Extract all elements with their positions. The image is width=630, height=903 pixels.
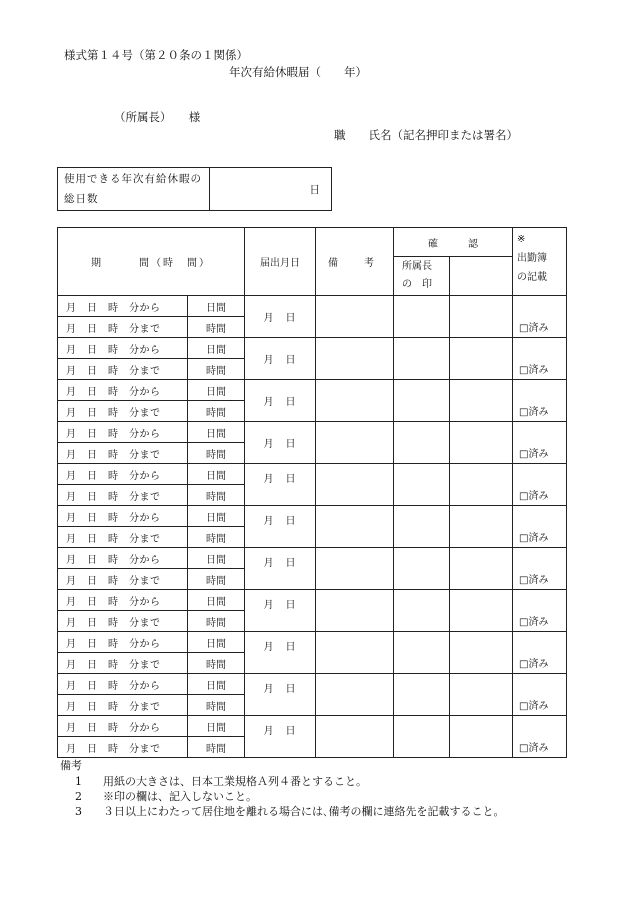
note-item [75, 803, 505, 819]
chief-seal-header-line1: 所属長 [402, 261, 432, 272]
confirm-cell[interactable] [450, 338, 513, 380]
confirm-cell[interactable] [450, 674, 513, 716]
days-count-cell[interactable]: 日間 [188, 590, 245, 611]
remarks-cell[interactable] [316, 506, 394, 548]
attendance-check-cell[interactable]: □済み [513, 548, 567, 590]
hours-count-cell[interactable]: 時間 [188, 527, 245, 548]
chief-seal-header-line2: の印 [402, 279, 442, 290]
leave-request-table-body [58, 228, 567, 758]
hours-count-cell[interactable]: 時間 [188, 695, 245, 716]
addressee-line: （所属長） 様 [114, 110, 201, 124]
period-from[interactable]: 月 日 時 分から [58, 422, 188, 443]
period-header: 期 間（時 間） [58, 228, 245, 296]
chief-seal-cell[interactable] [394, 338, 450, 380]
confirm-header: 確認 [394, 228, 513, 257]
submitted-date-cell[interactable]: 月 日 [245, 338, 316, 380]
attendance-check-cell[interactable]: □済み [513, 632, 567, 674]
hours-count-cell[interactable]: 時間 [188, 611, 245, 632]
period-from[interactable]: 月 日 時 分から [58, 338, 188, 359]
document-title: 年次有給休暇届（ 年） [229, 65, 367, 79]
hours-count-cell[interactable]: 時間 [188, 653, 245, 674]
hours-count-cell[interactable]: 時間 [188, 401, 245, 422]
period-to[interactable]: 月 日 時 分まで [58, 569, 188, 590]
note-text: 用紙の大きさは、日本工業規格Ａ列４番とすること。 [103, 775, 367, 788]
remarks-header-b: 考 [364, 258, 374, 269]
remarks-cell[interactable] [316, 716, 394, 758]
chief-seal-cell[interactable] [394, 716, 450, 758]
confirm-blank-header [450, 257, 513, 296]
period-to[interactable]: 月 日 時 分まで [58, 695, 188, 716]
attendance-check-cell[interactable]: □済み [513, 506, 567, 548]
days-count-cell[interactable]: 日間 [188, 632, 245, 653]
submitted-date-cell[interactable]: 月 日 [245, 422, 316, 464]
leave-request-table [57, 227, 567, 758]
attendance-header-line2: 出勤簿 [517, 253, 547, 264]
period-to[interactable]: 月 日 時 分まで [58, 443, 188, 464]
days-count-cell[interactable]: 日間 [188, 674, 245, 695]
chief-seal-cell[interactable] [394, 296, 450, 338]
days-count-cell[interactable]: 日間 [188, 548, 245, 569]
hours-count-cell[interactable]: 時間 [188, 317, 245, 338]
period-to[interactable]: 月 日 時 分まで [58, 317, 188, 338]
available-days-unit: 日 [309, 183, 320, 196]
remarks-cell[interactable] [316, 338, 394, 380]
chief-seal-header [394, 257, 450, 296]
days-count-cell[interactable]: 日間 [188, 380, 245, 401]
period-from[interactable]: 月 日 時 分から [58, 716, 188, 737]
submitted-date-cell[interactable]: 月 日 [245, 716, 316, 758]
chief-seal-cell[interactable] [394, 548, 450, 590]
note-number: 3 [75, 805, 82, 818]
submitted-date-cell[interactable]: 月 日 [245, 506, 316, 548]
submitted-date-cell[interactable]: 月 日 [245, 464, 316, 506]
hours-count-cell[interactable]: 時間 [188, 737, 245, 758]
remarks-header [316, 228, 394, 296]
confirm-cell[interactable] [450, 380, 513, 422]
attendance-check-cell[interactable]: □済み [513, 296, 567, 338]
available-days-box [57, 167, 332, 211]
chief-seal-cell[interactable] [394, 632, 450, 674]
remarks-cell[interactable] [316, 464, 394, 506]
available-days-field[interactable] [210, 168, 332, 211]
remarks-cell[interactable] [316, 380, 394, 422]
note-item [75, 788, 257, 804]
attendance-header [513, 228, 567, 296]
attendance-header-mark: ※ [517, 234, 526, 245]
period-to[interactable]: 月 日 時 分まで [58, 359, 188, 380]
period-from[interactable]: 月 日 時 分から [58, 464, 188, 485]
remarks-cell[interactable] [316, 422, 394, 464]
confirm-cell[interactable] [450, 296, 513, 338]
period-from[interactable]: 月 日 時 分から [58, 296, 188, 317]
remarks-cell[interactable] [316, 674, 394, 716]
chief-seal-cell[interactable] [394, 590, 450, 632]
days-count-cell[interactable]: 日間 [188, 422, 245, 443]
chief-seal-cell[interactable] [394, 506, 450, 548]
note-text: ３日以上にわたって居住地を離れる場合には､備考の欄に連絡先を記載すること。 [103, 805, 505, 818]
period-from[interactable]: 月 日 時 分から [58, 380, 188, 401]
days-count-cell[interactable]: 日間 [188, 716, 245, 737]
chief-seal-cell[interactable] [394, 422, 450, 464]
days-count-cell[interactable]: 日間 [188, 506, 245, 527]
attendance-check-cell[interactable]: □済み [513, 716, 567, 758]
period-to[interactable]: 月 日 時 分まで [58, 737, 188, 758]
submitted-date-cell[interactable]: 月 日 [245, 674, 316, 716]
hours-count-cell[interactable]: 時間 [188, 359, 245, 380]
confirm-cell[interactable] [450, 506, 513, 548]
form-number: 様式第１４号（第２０条の１関係） [64, 48, 248, 62]
confirm-cell[interactable] [450, 422, 513, 464]
days-count-cell[interactable]: 日間 [188, 296, 245, 317]
remarks-cell[interactable] [316, 632, 394, 674]
attendance-check-cell[interactable]: □済み [513, 338, 567, 380]
days-count-cell[interactable]: 日間 [188, 464, 245, 485]
period-to[interactable]: 月 日 時 分まで [58, 401, 188, 422]
submitted-date-header: 届出月日 [245, 228, 316, 296]
remarks-cell[interactable] [316, 296, 394, 338]
confirm-cell[interactable] [450, 464, 513, 506]
remarks-header-a: 備 [328, 258, 338, 269]
period-from[interactable]: 月 日 時 分から [58, 548, 188, 569]
note-number: 2 [75, 790, 82, 803]
note-item [75, 773, 367, 789]
notes-heading: 備考 [60, 759, 82, 772]
period-to[interactable]: 月 日 時 分まで [58, 527, 188, 548]
period-to[interactable]: 月 日 時 分まで [58, 611, 188, 632]
hours-count-cell[interactable]: 時間 [188, 485, 245, 506]
period-from[interactable]: 月 日 時 分から [58, 590, 188, 611]
confirm-cell[interactable] [450, 716, 513, 758]
remarks-cell[interactable] [316, 590, 394, 632]
attendance-check-cell[interactable]: □済み [513, 674, 567, 716]
attendance-check-cell[interactable]: □済み [513, 590, 567, 632]
attendance-check-cell[interactable]: □済み [513, 380, 567, 422]
chief-seal-cell[interactable] [394, 464, 450, 506]
remarks-cell[interactable] [316, 548, 394, 590]
days-count-cell[interactable]: 日間 [188, 338, 245, 359]
hours-count-cell[interactable]: 時間 [188, 443, 245, 464]
available-days-label: 使用できる年次有給休暇の総日数 [58, 168, 210, 211]
attendance-header-line3: の記載 [517, 272, 547, 283]
attendance-check-cell[interactable]: □済み [513, 464, 567, 506]
submitted-date-cell[interactable]: 月 日 [245, 590, 316, 632]
hours-count-cell[interactable]: 時間 [188, 569, 245, 590]
period-to[interactable]: 月 日 時 分まで [58, 653, 188, 674]
submitted-date-cell[interactable]: 月 日 [245, 548, 316, 590]
period-to[interactable]: 月 日 時 分まで [58, 485, 188, 506]
attendance-check-cell[interactable]: □済み [513, 422, 567, 464]
period-from[interactable]: 月 日 時 分から [58, 674, 188, 695]
submitted-date-cell[interactable]: 月 日 [245, 380, 316, 422]
chief-seal-cell[interactable] [394, 674, 450, 716]
submitted-date-cell[interactable]: 月 日 [245, 296, 316, 338]
submitted-date-cell[interactable]: 月 日 [245, 632, 316, 674]
confirm-cell[interactable] [450, 632, 513, 674]
note-number: 1 [75, 775, 82, 788]
period-from[interactable]: 月 日 時 分から [58, 506, 188, 527]
confirm-cell[interactable] [450, 548, 513, 590]
confirm-cell[interactable] [450, 590, 513, 632]
applicant-name-line: 職 氏名（記名押印または署名） [334, 128, 518, 142]
chief-seal-cell[interactable] [394, 380, 450, 422]
period-from[interactable]: 月 日 時 分から [58, 632, 188, 653]
note-text: ※印の欄は、記入しないこと。 [103, 790, 257, 803]
